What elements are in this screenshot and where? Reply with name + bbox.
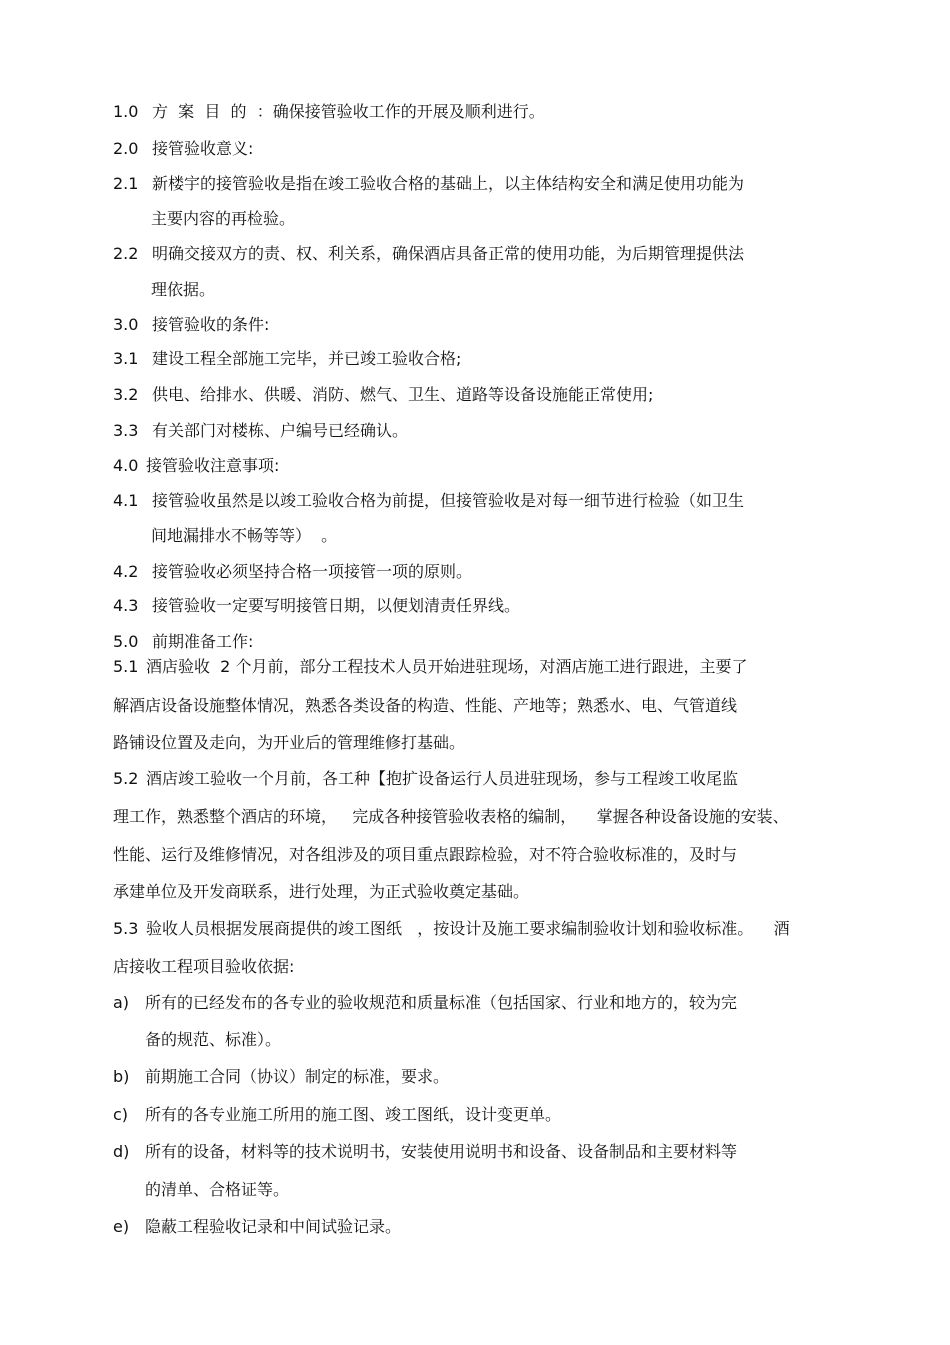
item-text: 建设工程全部施工完毕，并已竣工验收合格; [152,349,462,368]
section-5-2-cont [113,807,789,827]
item-number: 5.0 [113,632,139,651]
section-3-3 [113,421,408,441]
item-text: 理依据。 [151,280,216,299]
item-number: 3.3 [113,421,139,440]
item-number: 4.1 [113,491,139,510]
section-5-2-cont [113,845,737,865]
item-number: 4.3 [113,596,139,615]
item-text: 性能、运行及维修情况，对各组涉及的项目重点跟踪检验，对不符合验收标准的，及时与 [113,845,738,864]
item-text: 理工作，熟悉整个酒店的环境， 完成各种接管验收表格的编制， 掌握各种设备设施的安装、 [113,807,789,826]
item-text: 新楼宇的接管验收是指在竣工验收合格的基础上，以主体结构安全和满足使用功能为 [152,174,745,193]
item-number: 5.1 [113,657,139,676]
item-text: 所有的设备，材料等的技术说明书，安装使用说明书和设备、设备制品和主要材料等 [145,1142,738,1161]
item-number: a) [113,993,130,1012]
section-5-2 [113,769,738,789]
item-text: 所有的已经发布的各专业的验收规范和质量标准（包括国家、行业和地方的，较为完 [145,993,738,1012]
section-4-0 [113,456,279,476]
item-text: 所有的各专业施工所用的施工图、竣工图纸，设计变更单。 [145,1105,562,1124]
section-2-0 [113,139,253,159]
item-text: 接管验收一定要写明接管日期，以便划清责任界线。 [152,596,521,615]
item-text: 方 案 目 的 ：确保接管验收工作的开展及顺利进行。 [152,102,545,121]
list-item-d-cont [145,1180,289,1200]
section-5-3-cont [113,957,294,977]
section-2-2-cont [151,280,215,300]
item-number: 2.0 [113,139,139,158]
item-number: 2.1 [113,174,139,193]
item-text: 路铺设位置及走向，为开业后的管理维修打基础。 [113,733,466,752]
item-text: 接管验收虽然是以竣工验收合格为前提，但接管验收是对每一细节进行检验（如卫生 [152,491,745,510]
item-number: 4.0 [113,456,139,475]
item-text: 的清单、合格证等。 [145,1180,290,1199]
item-text: 验收人员根据发展商提供的竣工图纸 ，按设计及施工要求编制验收计划和验收标准。 酒 [146,919,790,938]
item-number: 3.1 [113,349,139,368]
list-item-b [113,1067,449,1087]
section-5-1-cont [113,696,737,716]
section-5-2-cont [113,882,529,902]
list-item-a-cont [145,1030,281,1050]
item-text: 酒店验收 2 个月前，部分工程技术人员开始进驻现场，对酒店施工进行跟进，主要了 [146,657,748,676]
item-text: 前期准备工作: [152,632,254,651]
list-item-c [113,1105,561,1125]
item-text: 间地漏排水不畅等等） 。 [151,526,338,545]
item-number: 4.2 [113,562,139,581]
section-4-1 [113,491,744,511]
item-number: e) [113,1217,130,1236]
item-text: 主要内容的再检验。 [151,209,296,228]
section-2-1-cont [151,209,295,229]
item-text: 接管验收意义: [152,139,254,158]
item-number: 2.2 [113,244,139,263]
section-4-2 [113,562,472,582]
item-number: 3.2 [113,385,139,404]
section-2-1 [113,174,744,194]
list-item-e [113,1217,401,1237]
section-5-1 [113,657,747,677]
item-text: 接管验收必须坚持合格一项接管一项的原则。 [152,562,473,581]
item-number: 5.3 [113,919,139,938]
section-5-3 [113,919,790,939]
item-text: 接管验收注意事项: [146,456,280,475]
section-3-1 [113,349,461,369]
item-number: d) [113,1142,130,1161]
section-5-0 [113,632,253,652]
item-text: 明确交接双方的责、权、利关系，确保酒店具备正常的使用功能，为后期管理提供法 [152,244,745,263]
item-text: 供电、给排水、供暖、消防、燃气、卫生、道路等设备设施能正常使用; [152,385,654,404]
section-4-3 [113,596,520,616]
section-3-2 [113,385,653,405]
item-text: 店接收工程项目验收依据: [113,957,295,976]
item-number: 1.0 [113,102,139,121]
item-text: 有关部门对楼栋、户编号已经确认。 [152,421,409,440]
section-5-1-cont [113,733,465,753]
item-text: 承建单位及开发商联系，进行处理，为正式验收奠定基础。 [113,882,530,901]
item-number: b) [113,1067,130,1086]
item-text: 备的规范、标准）。 [145,1030,282,1049]
section-1-0 [113,102,545,122]
section-4-1-cont [151,526,337,546]
list-item-d [113,1142,737,1162]
item-text: 解酒店设备设施整体情况，熟悉各类设备的构造、性能、产地等；熟悉水、电、气管道线 [113,696,738,715]
section-2-2 [113,244,744,264]
list-item-a [113,993,737,1013]
item-text: 隐蔽工程验收记录和中间试验记录。 [145,1217,402,1236]
item-text: 接管验收的条件: [152,315,270,334]
item-number: 3.0 [113,315,139,334]
section-3-0 [113,315,269,335]
item-number: 5.2 [113,769,139,788]
item-text: 酒店竣工验收一个月前，各工种【抱扩设备运行人员进驻现场，参与工程竣工收尾监 [146,769,739,788]
item-text: 前期施工合同（协议）制定的标准，要求。 [145,1067,450,1086]
item-number: c) [113,1105,129,1124]
